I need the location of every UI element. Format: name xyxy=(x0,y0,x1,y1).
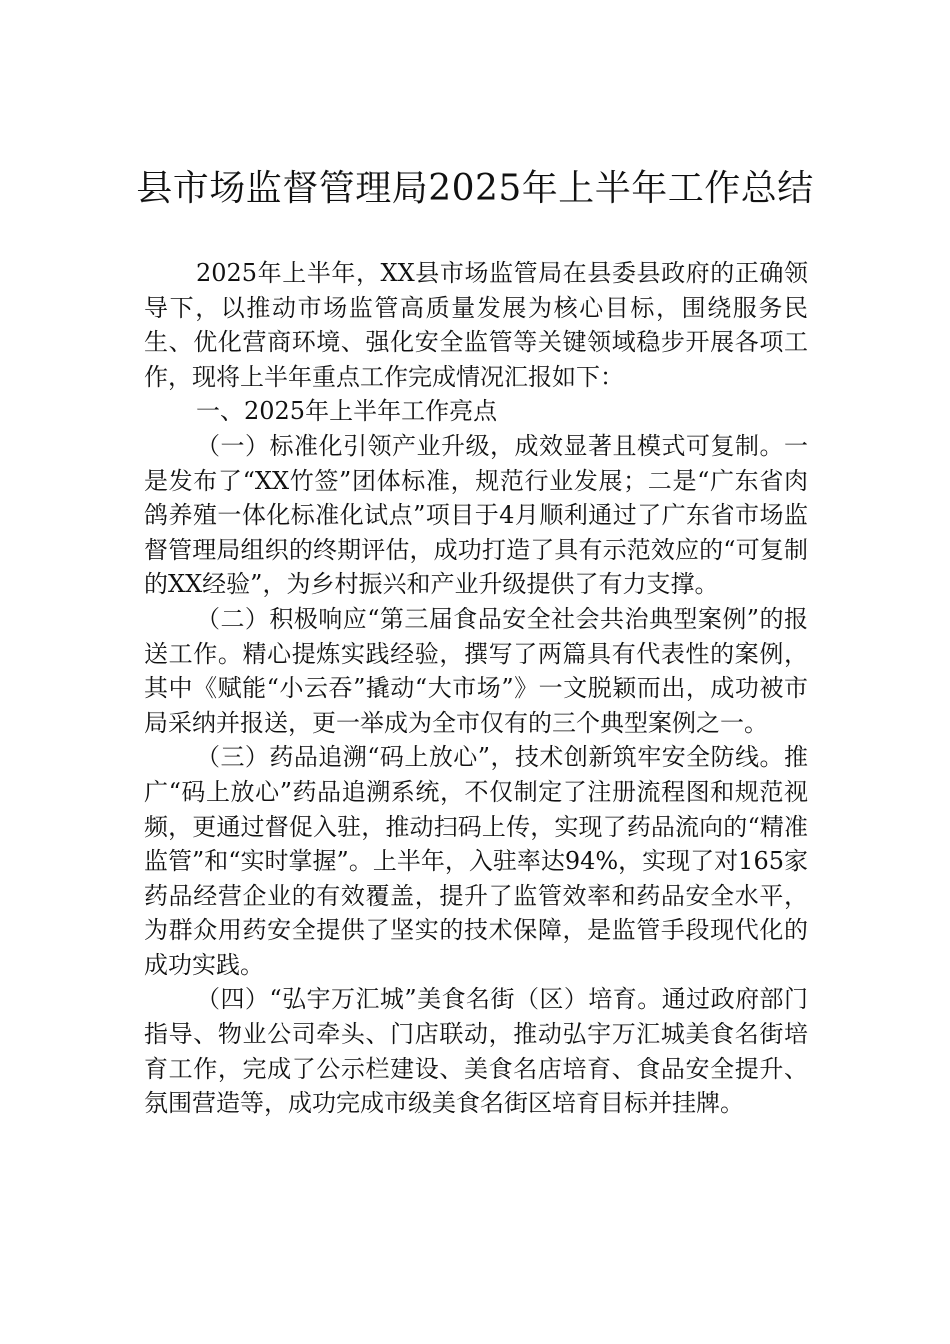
section-heading: 一、2025年上半年工作亮点 xyxy=(196,397,498,426)
document-title: 县市场监督管理局2025年上半年工作总结 xyxy=(136,168,814,209)
item-paragraph-2: （二）积极响应“第三届食品安全社会共治典型案例”的报送工作。精心提炼实践经验，撰写了两篇具有代表性的案例，其中《赋能“小云吞”撬动“大市场”》一文脱颖而出，成功被市局采纳并报送，更一举成为全市仅有的三个典型案例之一。 xyxy=(144,604,808,737)
intro-paragraph: 2025年上半年，XX县市场监管局在县委县政府的正确领导下，以推动市场监管高质量发展为核心目标，围绕服务民生、优化营商环境、强化安全监管等关键领域稳步开展各项工作，现将上半年重点工作完成情况汇报如下： xyxy=(144,259,808,391)
document-body xyxy=(144,256,808,1121)
item-paragraph-1: （一）标准化引领产业升级，成效显著且模式可复制。一是发布了“XX竹签”团体标准，规范行业发展；二是“广东省肉鸽养殖一体化标准化试点”项目于4月顺利通过了广东省市场监督管理局组织的终期评估，成功打造了具有示范效应的“可复制的XX经验”，为乡村振兴和产业升级提供了有力支撑。 xyxy=(144,431,808,599)
item-paragraph-3: （三）药品追溯“码上放心”，技术创新筑牢安全防线。推广“码上放心”药品追溯系统，不仅制定了注册流程图和规范视频，更通过督促入驻，推动扫码上传，实现了药品流向的“精准监管”和“实时掌握”。上半年，入驻率达94%，实现了对165家药品经营企业的有效覆盖，提升了监管效率和药品安全水平，为群众用药安全提供了坚实的技术保障，是监管手段现代化的成功实践。 xyxy=(144,743,808,979)
item-paragraph-4: （四）“弘宇万汇城”美食名街（区）培育。通过政府部门指导、物业公司牵头、门店联动，推动弘宇万汇城美食名街培育工作，完成了公示栏建设、美食名店培育、食品安全提升、氛围营造等，成功完成市级美食名街区培育目标并挂牌。 xyxy=(144,985,808,1118)
